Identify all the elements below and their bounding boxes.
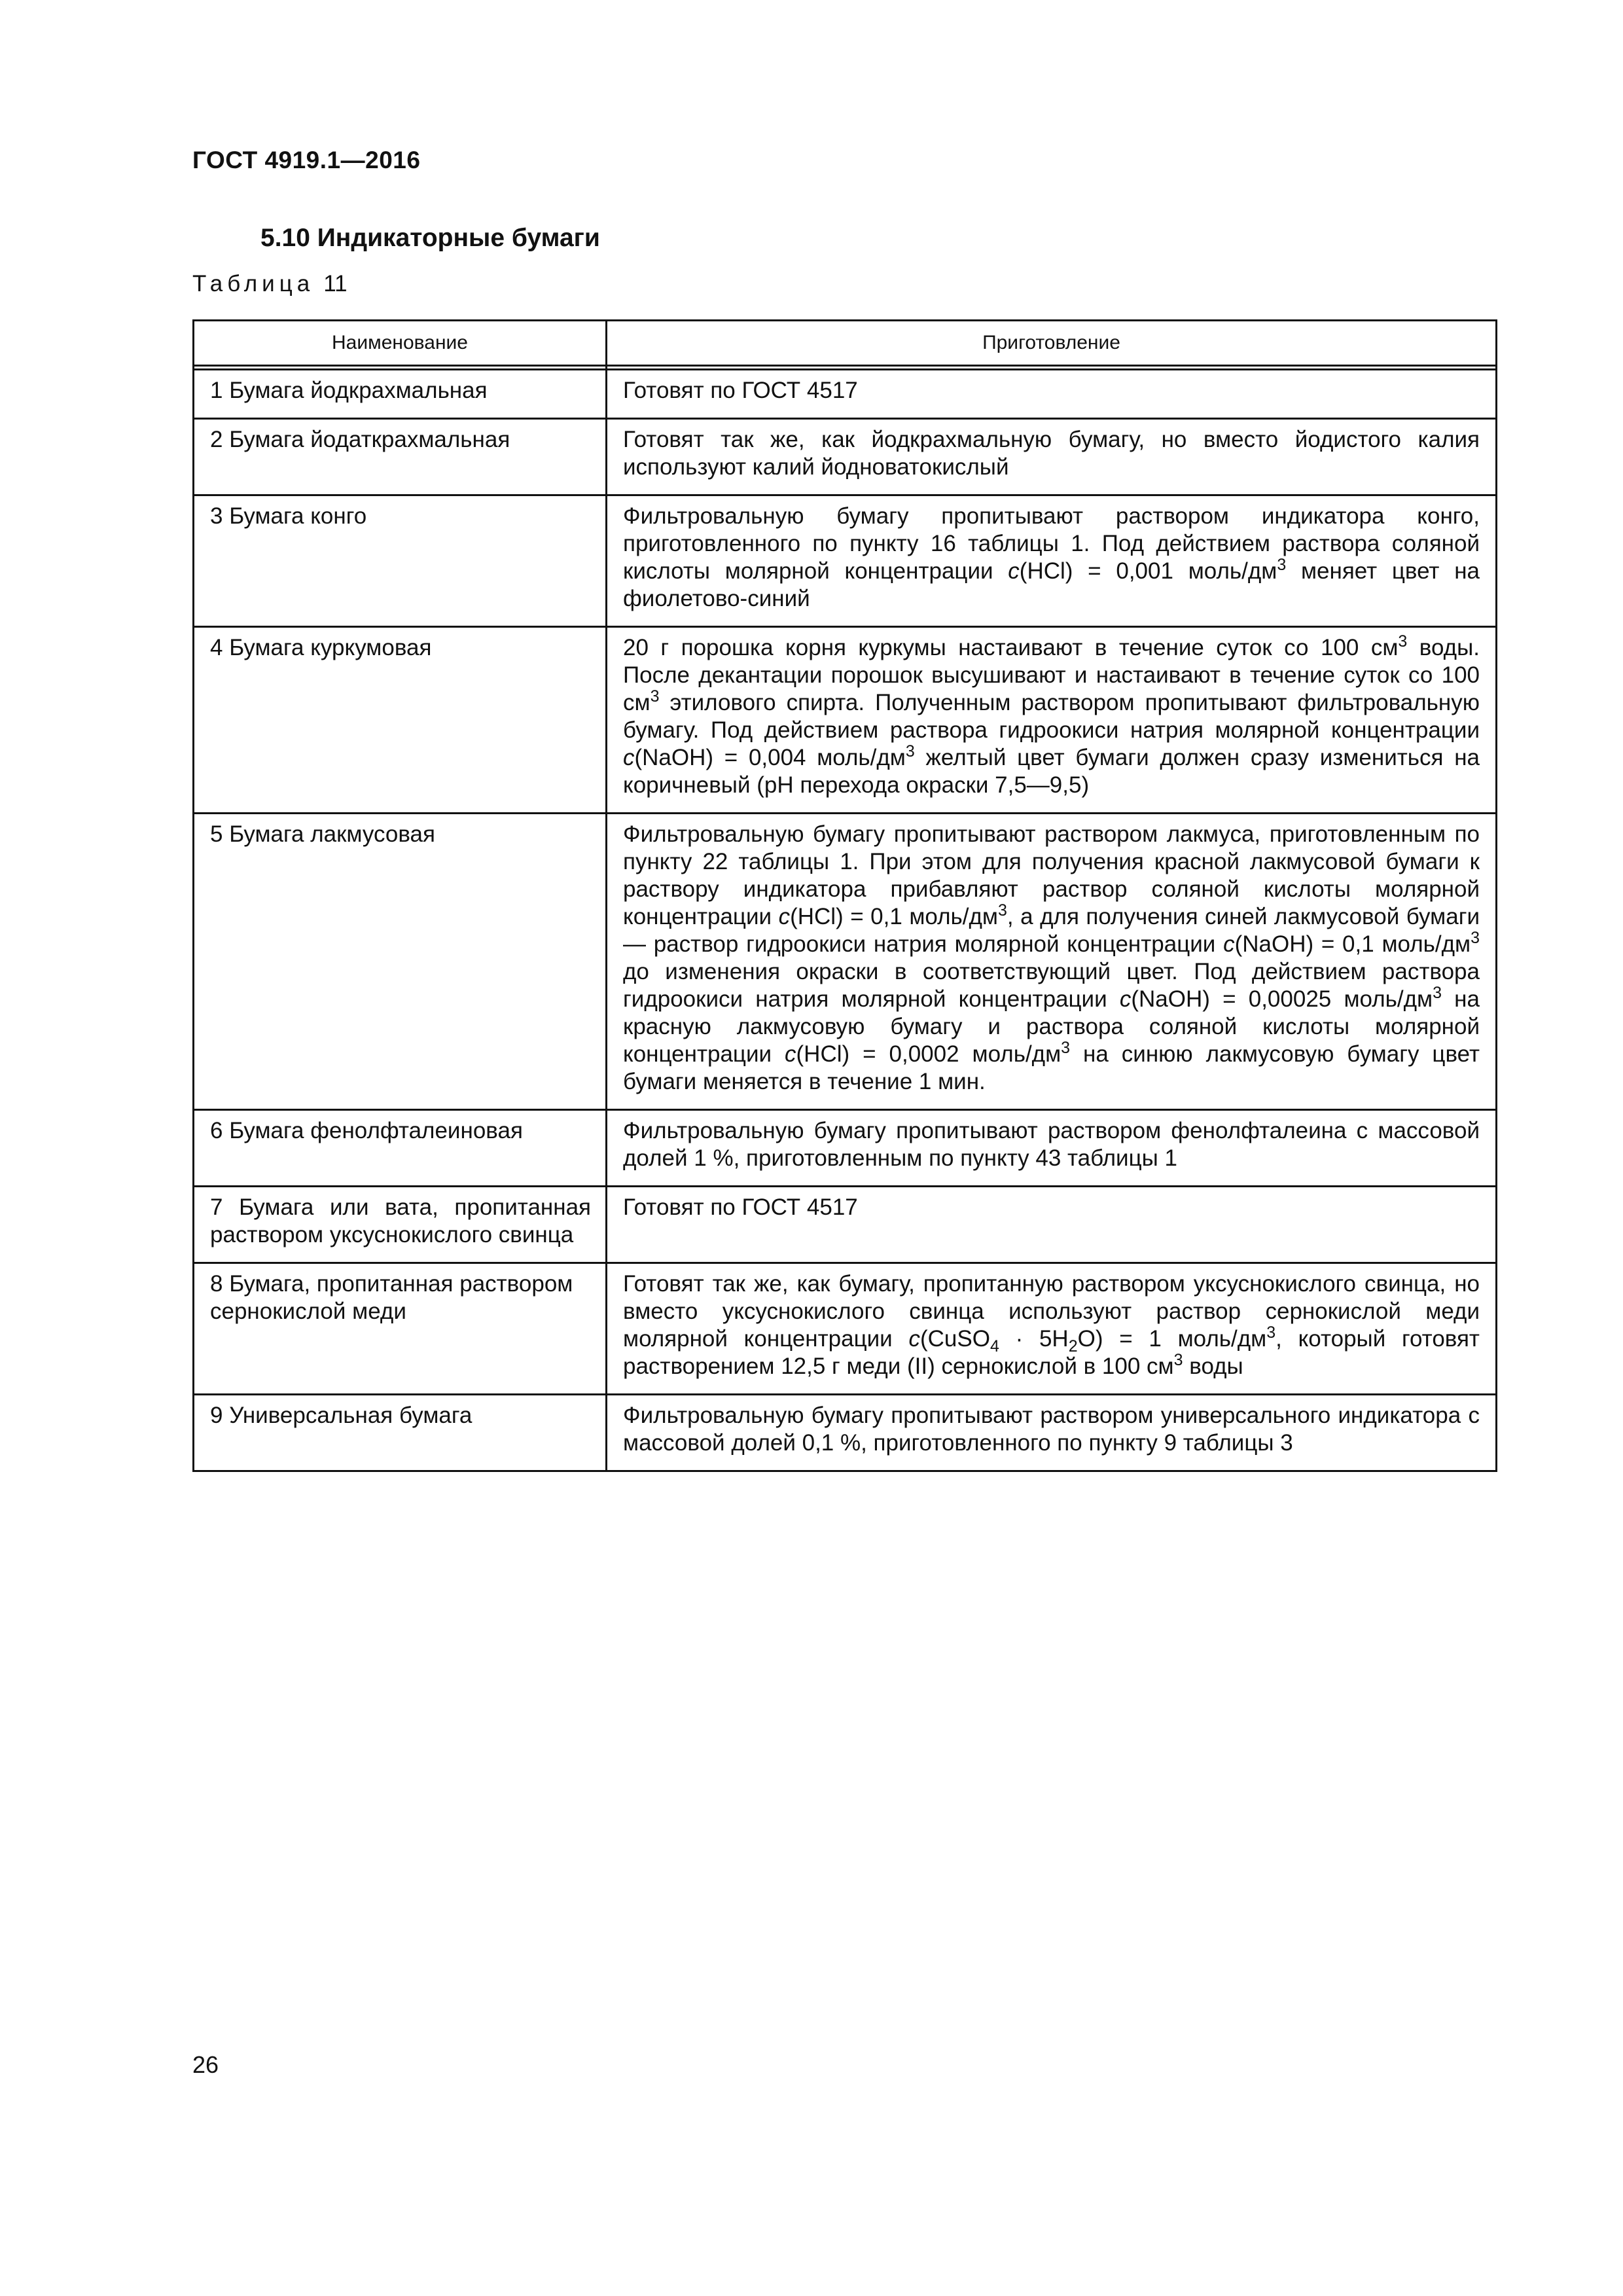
preparation-text: Фильтровальную бумагу пропитывают раствором лакмуса, приготовленным по пункту 22 таблицы 1. При этом для получения красной лакмусовой бумаги к раствору индикатора прибавляют раствор соляной кислоты молярной концентрации <box>623 821 1480 929</box>
paper-name: 8 Бумага, пропитанная раствором сернокислой меди <box>194 1263 607 1395</box>
table-row <box>194 1187 1497 1263</box>
table-row <box>194 495 1497 627</box>
concentration-symbol: c <box>1223 931 1235 957</box>
column-header-name: Наименование <box>194 321 607 366</box>
superscript: 3 <box>1266 1323 1276 1342</box>
table-row <box>194 370 1497 419</box>
preparation-text: Готовят так же, как бумагу, пропитанную раствором уксуснокислого свинца, но вместо уксуснокислого свинца используют раствор сернокислой меди молярной концентрации <box>623 1271 1480 1352</box>
paper-preparation <box>607 627 1497 814</box>
concentration-symbol: c <box>623 745 635 770</box>
subscript: 2 <box>1068 1337 1078 1355</box>
preparation-text: 20 г порошка корня куркумы настаивают в течение суток со 100 см <box>623 635 1399 660</box>
preparation-text: воды. После декантации порошок высушивают и настаивают в течение суток со 100 см <box>623 635 1480 715</box>
paper-preparation <box>607 1187 1497 1263</box>
preparation-text: Фильтровальную бумагу пропитывают раствором универсального индикатора с массовой долей 0,1 %, приготовленного по пункту 9 таблицы 3 <box>623 1403 1480 1456</box>
superscript: 3 <box>1173 1351 1183 1369</box>
preparation-text: желтый цвет бумаги должен сразу измениться на коричневый (рН перехода окраски 7,5—9,5) <box>623 745 1480 798</box>
section-heading: 5.10 Индикаторные бумаги <box>260 224 600 252</box>
table-row <box>194 419 1497 495</box>
column-header-preparation: Приготовление <box>607 321 1497 366</box>
preparation-text: до изменения окраски в соответствующий цвет. Под действием раствора гидроокиси натрия молярной концентрации <box>623 959 1480 1012</box>
superscript: 3 <box>1433 984 1442 1002</box>
paper-preparation <box>607 814 1497 1110</box>
preparation-text: , который готовят растворением 12,5 г меди (II) сернокислой в 100 см <box>623 1326 1480 1379</box>
table-row <box>194 1110 1497 1187</box>
paper-name: 4 Бумага куркумовая <box>194 627 607 814</box>
preparation-text: Фильтровальную бумагу пропитывают раствором индикатора конго, приготовленного по пункту 16 таблицы 1. Под действием раствора соляной кислоты молярной концентрации <box>623 503 1480 584</box>
table-row <box>194 1395 1497 1471</box>
table-caption-number: 11 <box>323 271 348 296</box>
paper-preparation <box>607 495 1497 627</box>
superscript: 3 <box>650 687 660 706</box>
paper-preparation <box>607 370 1497 419</box>
paper-name: 9 Универсальная бумага <box>194 1395 607 1471</box>
superscript: 3 <box>1471 929 1480 947</box>
paper-preparation <box>607 1395 1497 1471</box>
page-number: 26 <box>192 2051 219 2078</box>
table-header-row <box>194 321 1497 366</box>
superscript: 3 <box>905 742 915 761</box>
preparation-text: воды <box>1183 1354 1243 1379</box>
concentration-symbol: c <box>908 1326 920 1352</box>
table-caption-word: Таблица <box>192 271 315 296</box>
table-row <box>194 1263 1497 1395</box>
preparation-text: (CuSO <box>919 1326 990 1352</box>
preparation-text: на красную лакмусовую бумагу и раствора соляной кислоты молярной концентрации <box>623 986 1480 1067</box>
preparation-text: O) = 1 моль/дм <box>1077 1326 1267 1352</box>
preparation-text: меняет цвет на фиолетово-синий <box>623 558 1480 611</box>
superscript: 3 <box>997 901 1007 920</box>
preparation-text: этилового спирта. Полученным раствором пропитывают фильтровальную бумагу. Под действием раствора гидроокиси натрия молярной концентрации <box>623 690 1480 743</box>
preparation-text: (HCl) = 0,0002 моль/дм <box>796 1041 1061 1067</box>
subscript: 4 <box>990 1337 999 1355</box>
preparation-text: (NaOH) = 0,00025 моль/дм <box>1131 986 1433 1012</box>
table-row <box>194 627 1497 814</box>
table-caption <box>192 271 348 297</box>
superscript: 3 <box>1277 556 1287 574</box>
paper-name: 5 Бумага лакмусовая <box>194 814 607 1110</box>
preparation-text: Готовят по ГОСТ 4517 <box>623 378 858 403</box>
paper-preparation <box>607 1263 1497 1395</box>
preparation-text: , а для получения синей лакмусовой бумаги — раствор гидроокиси натрия молярной концентрации <box>623 904 1480 957</box>
paper-name: 2 Бумага йодаткрахмальная <box>194 419 607 495</box>
concentration-symbol: c <box>785 1041 796 1067</box>
concentration-symbol: c <box>1119 986 1132 1012</box>
preparation-text: на синюю лакмусовую бумагу цвет бумаги меняется в течение 1 мин. <box>623 1041 1480 1094</box>
document-title: ГОСТ 4919.1—2016 <box>192 147 421 173</box>
preparation-text: (NaOH) = 0,004 моль/дм <box>634 745 906 770</box>
paper-name: 3 Бумага конго <box>194 495 607 627</box>
preparation-text: (NaOH) = 0,1 моль/дм <box>1234 931 1471 957</box>
preparation-text: (HCl) = 0,1 моль/дм <box>790 904 998 929</box>
preparation-text: · 5H <box>999 1326 1069 1352</box>
table-row <box>194 814 1497 1110</box>
preparation-text: (HCl) = 0,001 моль/дм <box>1019 558 1277 584</box>
preparation-text: Готовят по ГОСТ 4517 <box>623 1194 858 1220</box>
paper-preparation <box>607 419 1497 495</box>
concentration-symbol: c <box>1008 558 1020 584</box>
preparation-text: Готовят так же, как йодкрахмальную бумагу, но вместо йодистого калия используют калий йодноватокислый <box>623 427 1480 480</box>
paper-name: 6 Бумага фенолфталеиновая <box>194 1110 607 1187</box>
paper-name: 1 Бумага йодкрахмальная <box>194 370 607 419</box>
paper-name: 7 Бумага или вата, пропитанная раствором уксуснокислого свинца <box>194 1187 607 1263</box>
indicator-papers-table <box>192 319 1497 1472</box>
superscript: 3 <box>1061 1039 1071 1057</box>
concentration-symbol: c <box>778 904 791 929</box>
preparation-text: Фильтровальную бумагу пропитывают раствором фенолфталеина с массовой долей 1 %, приготовленным по пункту 43 таблицы 1 <box>623 1118 1480 1171</box>
paper-preparation <box>607 1110 1497 1187</box>
superscript: 3 <box>1398 632 1408 651</box>
